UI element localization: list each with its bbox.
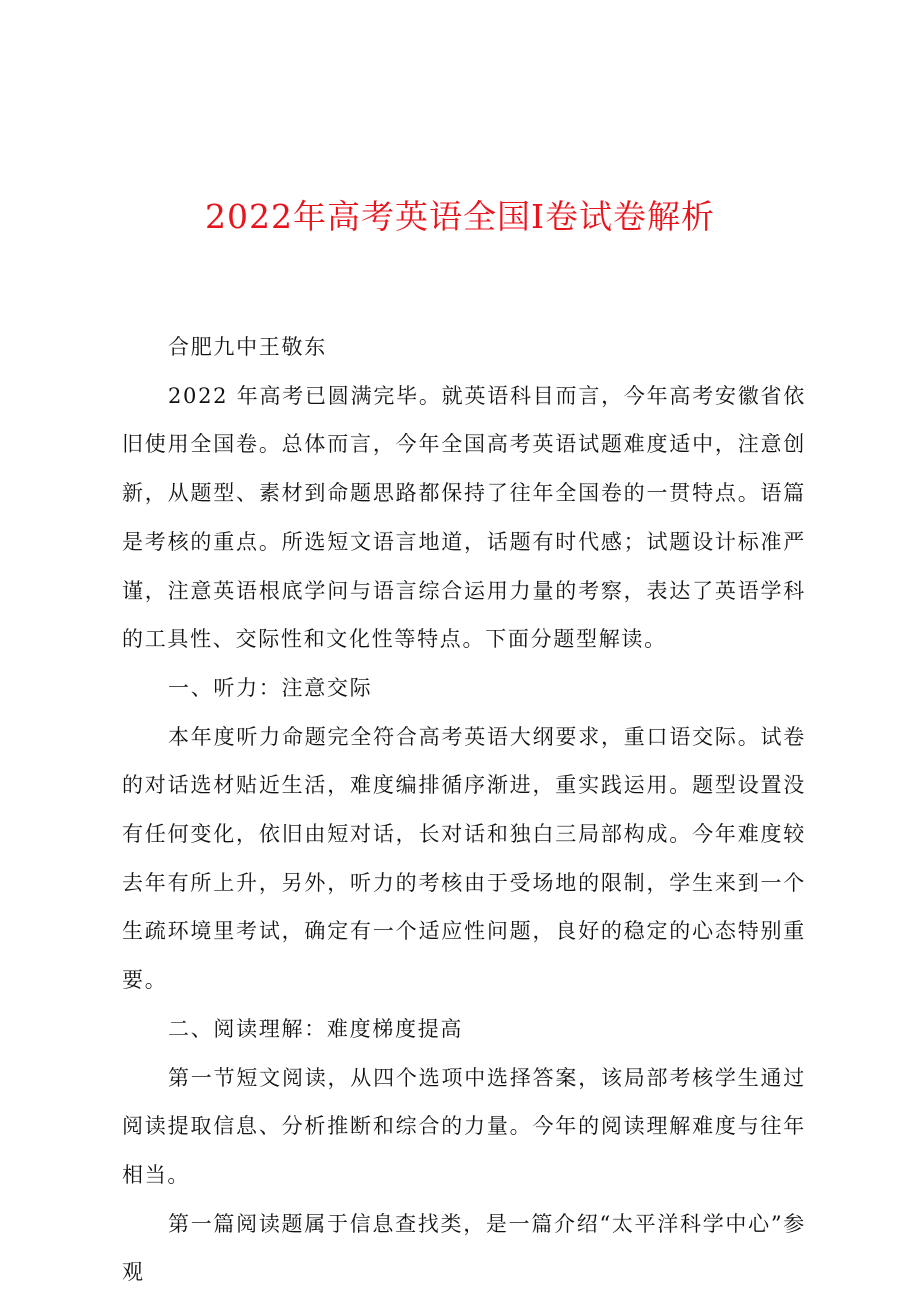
author-line: 合肥九中王敬东 [168,335,327,359]
paragraph-intro: 2022 年高考已圆满完毕。就英语科目而言，今年高考安徽省依旧使用全国卷。总体而言，今年全国高考英语试题难度适中，注意创新，从题型、素材到命题思路都保持了往年全国卷的一贯特点。语篇是考核的重点。所选短文语言地道，话题有时代感；试题设计标准严谨，注意英语根底学问与语言综合运用力量的考察，表达了英语学科的工具性、交际性和文化性等特点。下面分题型解读。 [122,383,806,652]
paragraph-listening: 本年度听力命题完全符合高考英语大纲要求，重口语交际。试卷的对话选材贴近生活，难度编排循序渐进，重实践运用。题型设置没有任何变化，依旧由短对话，长对话和独白三局部构成。今年难度较去年有所上升，另外，听力的考核由于受场地的限制，学生来到一个生疏环境里考试，确定有一个适应性问题，良好的稳定的心态特别重要。 [122,724,806,993]
section-heading-reading: 二、阅读理解：难度梯度提高 [168,1016,464,1041]
document-title: 2022年高考英语全国Ⅰ卷试卷解析 [204,197,716,236]
paragraph-reading-1: 第一节短文阅读，从四个选项中选择答案，该局部考核学生通过阅读提取信息、分析推断和综合的力量。今年的阅读理解难度与往年相当。 [122,1065,806,1187]
document-body [122,323,806,1297]
paragraph-reading-2: 第一篇阅读题属于信息查找类，是一篇介绍“太平洋科学中心”参观 [122,1211,806,1285]
section-heading-listening: 一、听力：注意交际 [168,675,373,700]
